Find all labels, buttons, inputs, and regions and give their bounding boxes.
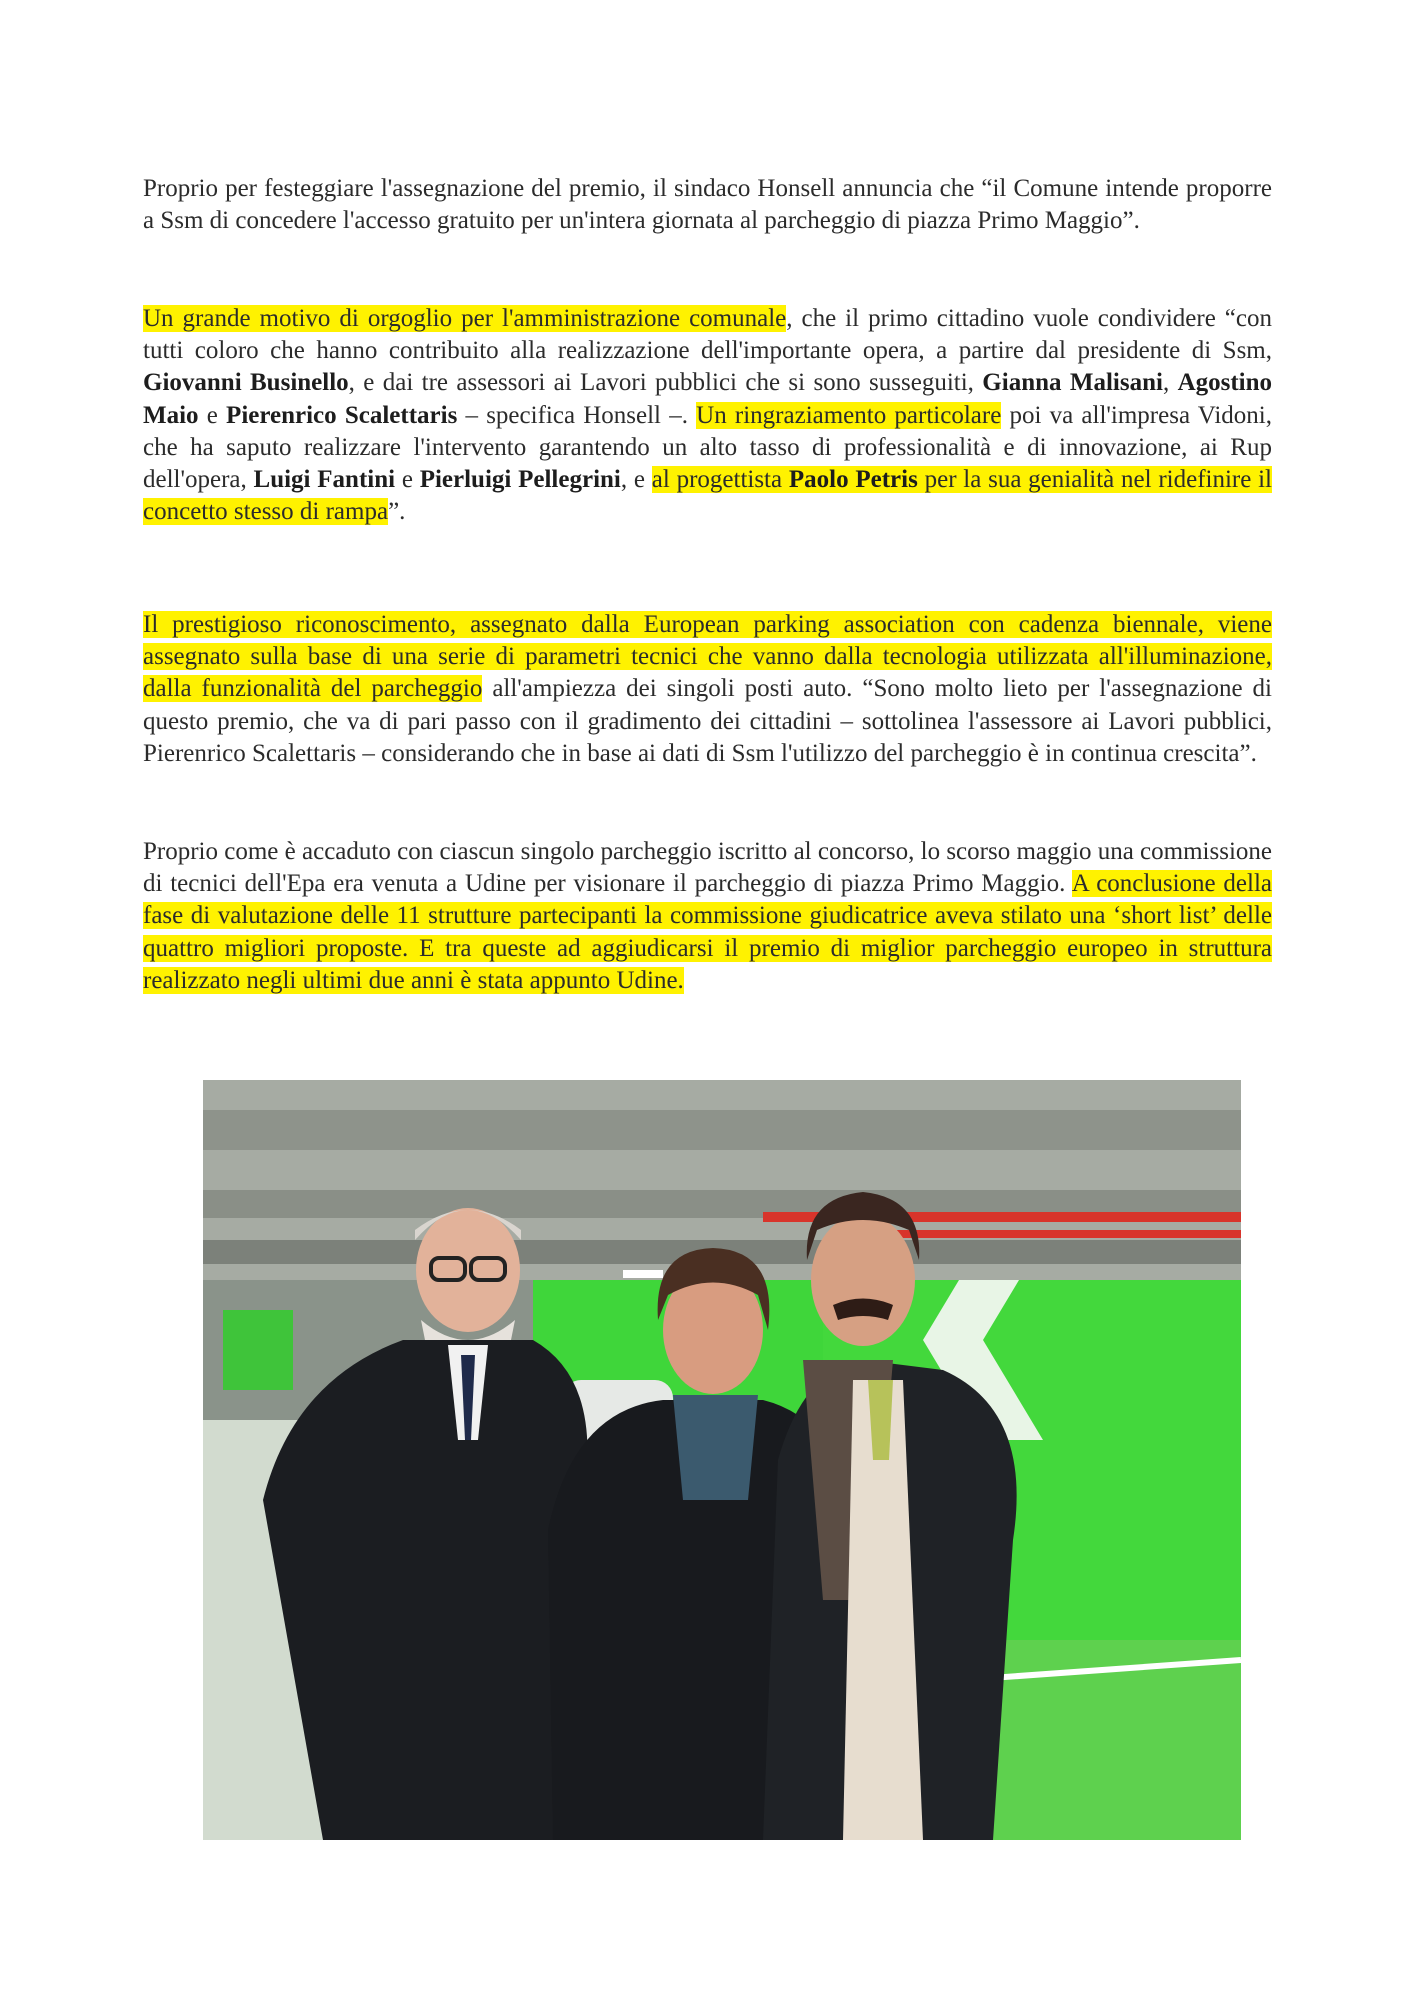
bold-name: Gianna Malisani	[982, 369, 1163, 397]
paragraph-4	[143, 836, 1272, 997]
paragraph-text: , e	[620, 466, 652, 494]
blue-scarf	[673, 1395, 758, 1500]
paragraph-text: , che il primo cittadino vuole condividere “con tutti coloro che hanno contribuito alla realizzazione dell'importante opera, a partire dal presidente di Ssm,	[143, 305, 1272, 365]
paragraph-3	[143, 609, 1272, 770]
three-men-in-parking-garage-photo	[203, 1080, 1241, 1840]
paragraph-text: – specifica Honsell –.	[457, 401, 697, 429]
bold-name: Pierluigi Pellegrini	[419, 466, 621, 494]
paragraph-text: , e dai tre assessori ai Lavori pubblici che si sono susseguiti,	[348, 369, 983, 397]
paragraph-text: ,	[1162, 369, 1178, 397]
bold-name: Giovanni Businello	[143, 369, 349, 397]
paragraph-text: Proprio per festeggiare l'assegnazione del premio, il sindaco Honsell annuncia che “il Comune intende proporre a Ssm di concedere l'accesso gratuito per un'intera giornata al parcheggio di piazza Primo Maggio”.	[143, 175, 1272, 235]
highlighted-text: A conclusione della fase di valutazione delle 11 strutture partecipanti la commissione giudicatrice aveva stilato una ‘short list’ delle quattro migliori proposte. E tra queste ad aggiudicarsi il premio di miglior parcheggio europeo in struttura realizzato negli ultimi due anni è stata appunto Udine.	[143, 870, 1272, 994]
highlighted-bold-name: Paolo Petris	[788, 466, 918, 494]
green-wall-far	[223, 1310, 293, 1390]
highlighted-text: Un grande motivo di orgoglio per l'amministrazione comunale	[143, 305, 787, 332]
red-pipe	[883, 1230, 1241, 1238]
highlighted-text: al progettista	[651, 466, 789, 494]
bold-name: Agostino Maio	[143, 369, 1273, 429]
paragraph-text: all'ampiezza dei singoli posti auto. “Sono molto lieto per l'assegnazione di questo premio, che va di pari passo con il gradimento dei cittadini – sottolinea l'assessore ai Lavori pubblici, Pierenrico Scalettaris – considerando che in base ai dati di Ssm l'utilizzo del parcheggio è in continua crescita”.	[143, 675, 1273, 767]
man-right-face	[811, 1214, 915, 1346]
ceiling-beam	[203, 1110, 1241, 1150]
ceiling-light	[623, 1270, 663, 1278]
paragraph-1	[143, 173, 1272, 237]
highlighted-text: Il prestigioso riconoscimento, assegnato dalla European parking association con cadenza biennale, viene assegnato sulla base di una serie di parametri tecnici che vanno dalla tecnologia utilizzata all'illuminazione, dalla funzionalità del parcheggio	[143, 611, 1272, 703]
paragraph-2	[143, 303, 1272, 528]
man-left-coat	[263, 1340, 587, 1840]
paragraph-text: poi va all'impresa Vidoni, che ha saputo realizzare l'intervento garantendo un alto tasso di professionalità e di innovazione, ai Rup dell'opera,	[143, 401, 1272, 494]
highlighted-text: per la sua genialità nel ridefinire il concetto stesso di rampa	[143, 466, 1272, 526]
paragraph-text: Proprio come è accaduto con ciascun singolo parcheggio iscritto al concorso, lo scorso maggio una commissione di tecnici dell'Epa era venuta a Udine per visionare il parcheggio di piazza Primo Maggio.	[143, 838, 1272, 898]
photo-illustration	[203, 1080, 1241, 1840]
paragraph-text: e	[198, 401, 227, 429]
bold-name: Pierenrico Scalettaris	[226, 401, 458, 429]
bold-name: Luigi Fantini	[253, 466, 396, 494]
paragraph-text: e	[395, 466, 420, 494]
highlighted-text: Un ringraziamento particolare	[696, 401, 1002, 429]
paragraph-text: ”.	[388, 498, 406, 526]
